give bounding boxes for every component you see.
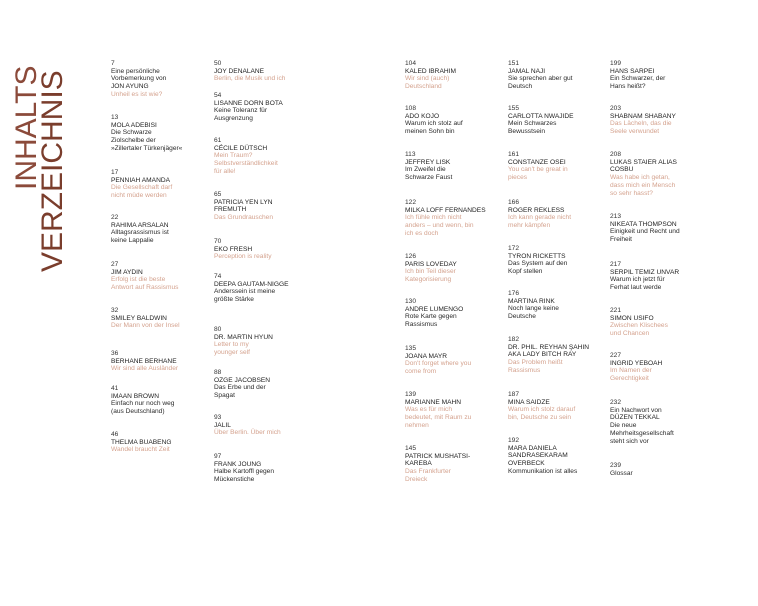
entry-text: Freiheit — [610, 236, 632, 244]
chapter-title: Wandel braucht Zeit — [111, 446, 170, 454]
page-number: 36 — [111, 350, 119, 357]
author-name: SIMON USIFO — [610, 314, 654, 322]
toc-entry — [405, 445, 501, 484]
toc-entry — [214, 238, 310, 261]
author-name: ANDRE LUMENGO — [405, 305, 464, 313]
page-number: 32 — [111, 307, 119, 314]
author-name: LUKAS STAIER ALIAS — [610, 158, 677, 166]
entry-text: (aus Deutschland) — [111, 408, 165, 416]
page-number: 155 — [508, 105, 520, 112]
page-number: 65 — [214, 191, 222, 198]
toc-entry — [610, 352, 706, 383]
page-number: 239 — [610, 462, 622, 469]
page-number: 88 — [214, 369, 222, 376]
entry-text: Schwarze Faust — [405, 174, 453, 182]
chapter-title: Die Gesellschaft darf — [111, 184, 173, 192]
entry-text: steht sich vor — [610, 437, 649, 445]
toc-entry — [508, 290, 604, 321]
chapter-title: Erfolg ist die beste — [111, 276, 166, 284]
entry-text: »Zillertaler Türkenjäger« — [111, 144, 183, 152]
toc-entry — [610, 399, 706, 445]
chapter-title: so sehr hasst? — [610, 189, 653, 197]
page-number: 13 — [111, 114, 119, 121]
chapter-title: Ich fühle mich nicht — [405, 214, 462, 222]
entry-text: Einigkeit und Recht und — [610, 228, 680, 236]
entry-text: Bewusstsein — [508, 128, 546, 136]
page-number: 166 — [508, 199, 520, 206]
chapter-title: pieces — [508, 174, 528, 182]
author-name: SERPIL TEMIZ UNVAR — [610, 268, 680, 276]
author-name: EKO FRESH — [214, 245, 253, 253]
entry-text: Das System auf den — [508, 260, 568, 268]
author-name: MARA DANIELA — [508, 444, 557, 452]
chapter-title: Das Grundrauschen — [214, 214, 274, 222]
page-number: 151 — [508, 60, 520, 67]
chapter-title: younger self — [214, 349, 250, 357]
author-name: KALED IBRAHIM — [405, 67, 456, 75]
author-name: DÜZEN TEKKAL — [610, 414, 660, 422]
page-number: 46 — [111, 431, 119, 438]
toc-entry — [214, 369, 310, 400]
toc-entry — [508, 437, 604, 476]
page-number: 161 — [508, 151, 520, 158]
author-name: BERHANE BERHANE — [111, 357, 177, 365]
page-number: 61 — [214, 137, 222, 144]
toc-entry — [610, 307, 706, 338]
toc-entry — [405, 298, 501, 329]
chapter-title: für alle! — [214, 167, 236, 175]
toc-entry — [610, 151, 706, 197]
author-name: JON AYUNG — [111, 83, 149, 91]
author-name: NIKEATA THOMPSON — [610, 220, 677, 228]
entry-text: Kommunikation ist alles — [508, 467, 578, 475]
author-name: FRANK JOUNG — [214, 460, 262, 468]
entry-text: Noch lange keine — [508, 305, 559, 313]
author-name: THELMA BUABENG — [111, 438, 172, 446]
toc-entry — [508, 151, 604, 182]
page-number: 74 — [214, 273, 222, 280]
entry-text: Glossar — [610, 469, 633, 477]
toc-entry — [405, 105, 501, 136]
chapter-title: Der Mann von der Insel — [111, 322, 180, 330]
chapter-title: Perception is reality — [214, 253, 272, 261]
entry-text: Ein Schwarzer, der — [610, 75, 666, 83]
toc-entry — [405, 199, 501, 238]
chapter-title: Was habe ich getan, — [610, 174, 670, 182]
author-name: OZGE JACOBSEN — [214, 376, 271, 384]
chapter-title: Was es für mich — [405, 406, 453, 414]
author-name: JIM AYDIN — [111, 268, 143, 276]
chapter-title: und Chancen — [610, 330, 650, 338]
author-name: JOY DENALANE — [214, 67, 265, 75]
toc-entry — [214, 137, 310, 176]
page-number: 208 — [610, 151, 622, 158]
page-number: 108 — [405, 105, 417, 112]
toc-entry — [111, 350, 207, 373]
chapter-title: Wir sind alle Ausländer — [111, 365, 179, 373]
author-name: ADO KOJO — [405, 112, 440, 120]
author-name: SMILEY BALDWIN — [111, 314, 167, 322]
entry-text: Sie sprechen aber gut — [508, 75, 573, 83]
author-name: IMAAN BROWN — [111, 392, 159, 400]
entry-text: Im Zweifel die — [405, 166, 446, 174]
toc-entry — [111, 385, 207, 416]
toc-entry — [111, 431, 207, 454]
page-number: 139 — [405, 391, 417, 398]
page-number: 213 — [610, 213, 622, 220]
toc-entry — [214, 326, 310, 357]
author-name: MARTINA RINK — [508, 297, 555, 305]
chapter-title: Kategorisierung — [405, 276, 452, 284]
page-number: 41 — [111, 385, 119, 392]
page-number: 17 — [111, 169, 119, 176]
heading-inhalts: INHALTS — [10, 65, 43, 190]
chapter-title: Antwort auf Rassismus — [111, 284, 179, 292]
page-number: 232 — [610, 399, 622, 406]
author-name: PATRICK MUSHATSI- — [405, 452, 471, 460]
author-name: HANS SARPEI — [610, 67, 655, 75]
author-name: DEEPA GAUTAM-NIGGE — [214, 280, 289, 288]
author-name: ROGER REKLESS — [508, 206, 565, 214]
entry-text: Hans heißt? — [610, 83, 646, 91]
entry-text: Ziolschelbe der — [111, 137, 156, 145]
toc-entry — [610, 213, 706, 244]
toc-entry — [405, 151, 501, 182]
entry-text: Rassismus — [405, 321, 438, 329]
entry-text: Die Schwarze — [111, 129, 152, 137]
toc-entry — [610, 261, 706, 292]
author-name: CARLOTTA NWAJIDE — [508, 112, 574, 120]
toc-entry — [214, 414, 310, 437]
entry-text: meinen Sohn bin — [405, 128, 455, 136]
entry-text: Kopf stellen — [508, 268, 543, 276]
chapter-title: Unheil es ist wie? — [111, 90, 163, 98]
page-number: 203 — [610, 105, 622, 112]
entry-text: Spagat — [214, 392, 235, 400]
chapter-title: Mein Traum? — [214, 152, 253, 160]
chapter-title: Berlin, die Musik und ich — [214, 75, 286, 83]
page-number: 182 — [508, 336, 520, 343]
entry-text: Ferhat laut werde — [610, 284, 662, 292]
entry-text: Ein Nachwort von — [610, 406, 662, 414]
toc-entry — [214, 191, 310, 222]
page-number: 97 — [214, 453, 222, 460]
chapter-title: Seele verwundet — [610, 128, 660, 136]
page-number: 187 — [508, 391, 520, 398]
chapter-title: come from — [405, 368, 437, 376]
author-name: JOANA MAYR — [405, 352, 448, 360]
entry-text: Mückenstiche — [214, 476, 255, 484]
toc-entry — [610, 105, 706, 136]
author-name: PARIS LOVEDAY — [405, 260, 457, 268]
chapter-title: Selbstverständlichkeit — [214, 160, 278, 168]
page-number: 122 — [405, 199, 417, 206]
page-number: 54 — [214, 92, 222, 99]
toc-entry — [610, 60, 706, 91]
page-number: 192 — [508, 437, 520, 444]
entry-text: Rote Karte gegen — [405, 313, 457, 321]
page-number: 27 — [111, 261, 119, 268]
chapter-title: You can't be great in — [508, 166, 568, 174]
author-name: PENNIAH AMANDA — [111, 176, 170, 184]
entry-text: Deutsche — [508, 313, 536, 321]
entry-text: Vorbemerkung von — [111, 75, 167, 83]
entry-text: Einfach nur noch weg — [111, 400, 175, 408]
chapter-title: Ich bin Teil dieser — [405, 268, 456, 276]
toc-entry — [214, 453, 310, 484]
toc-entry — [508, 105, 604, 136]
toc-entry — [111, 114, 207, 153]
page-number: 7 — [111, 60, 115, 67]
entry-text: Mehrheitsgesellschaft — [610, 429, 674, 437]
toc-entry — [405, 253, 501, 284]
chapter-title: dass mich ein Mensch — [610, 181, 676, 189]
author-name: SANDRASEKARAM — [508, 452, 568, 460]
page-number: 104 — [405, 60, 417, 67]
entry-text: Ausgrenzung — [214, 115, 253, 123]
author-name: LISANNE DORN BOTA — [214, 99, 283, 107]
author-name: JALIL — [214, 421, 231, 429]
chapter-title: ich es doch — [405, 229, 439, 237]
toc-heading — [10, 60, 69, 274]
entry-text: Anderssein ist meine — [214, 288, 276, 296]
page-number: 135 — [405, 345, 417, 352]
toc-entry — [405, 345, 501, 376]
entry-text: Alltagsrassismus ist — [111, 229, 169, 237]
toc-entry — [111, 261, 207, 292]
chapter-title: Rassismus — [508, 366, 541, 374]
author-name: CONSTANZE OSEI — [508, 158, 566, 166]
chapter-title: nehmen — [405, 421, 429, 429]
page-number: 70 — [214, 238, 222, 245]
page-number: 199 — [610, 60, 622, 67]
author-name: MINA SAIDZE — [508, 398, 550, 406]
chapter-title: Ich kann gerade nicht — [508, 214, 572, 222]
page-number: 130 — [405, 298, 417, 305]
chapter-title: Don't forget where you — [405, 360, 472, 368]
author-name: RAHIMA ARSALAN — [111, 221, 169, 229]
chapter-title: Wir sind (auch) — [405, 75, 450, 83]
entry-text: Warum ich jetzt für — [610, 276, 665, 284]
toc-entry — [214, 60, 310, 83]
chapter-title: Das Lächeln, das die — [610, 120, 672, 128]
page-number: 172 — [508, 245, 520, 252]
entry-text: Mein Schwarzes — [508, 120, 557, 128]
author-name: JEFFREY LISK — [405, 158, 451, 166]
page-number: 113 — [405, 151, 416, 158]
toc-entry — [111, 307, 207, 330]
toc-entry — [111, 169, 207, 200]
author-name: MARIANNE MAHN — [405, 398, 462, 406]
chapter-title: Deutschland — [405, 83, 442, 91]
chapter-title: bedeutet, mit Raum zu — [405, 414, 472, 422]
chapter-title: Das Problem heißt — [508, 359, 563, 367]
author-name: KAREBA — [405, 460, 432, 468]
toc-entry — [508, 199, 604, 230]
author-name: PATRICIA YEN LYN — [214, 198, 273, 206]
entry-text: Deutsch — [508, 83, 533, 91]
author-name: TYRON RICKETTS — [508, 252, 566, 260]
author-name: OVERBECK — [508, 460, 545, 468]
toc-entry — [111, 214, 207, 245]
author-name: MILKA LOFF FERNANDES — [405, 206, 486, 214]
chapter-title: nicht müde werden — [111, 192, 167, 200]
author-name: DR. MARTIN HYUN — [214, 333, 273, 341]
author-name: CÉCILE DÜTSCH — [214, 144, 268, 152]
page-number: 176 — [508, 290, 520, 297]
entry-text: Die neue — [610, 422, 637, 430]
chapter-title: Dreieck — [405, 475, 428, 483]
toc-entry — [508, 336, 604, 375]
chapter-title: Gerechtigkeit — [610, 375, 649, 383]
chapter-title: Über Berlin. Über mich — [214, 429, 281, 437]
author-name: AKA LADY BITCH RAY — [508, 351, 577, 359]
entry-text: Warum ich stolz auf — [405, 120, 463, 128]
page-number: 145 — [405, 445, 417, 452]
toc-entry — [508, 60, 604, 91]
chapter-title: Im Namen der — [610, 367, 652, 375]
chapter-title: Das Frankfurter — [405, 468, 451, 476]
author-name: FREMUTH — [214, 206, 247, 214]
toc-entry — [405, 391, 501, 430]
page-number: 22 — [111, 214, 119, 221]
entry-text: Das Erbe und der — [214, 384, 266, 392]
entry-text: Halbe Kartoffl gegen — [214, 468, 274, 476]
toc-entry — [111, 60, 207, 99]
toc-entry — [214, 92, 310, 123]
toc-entry — [508, 391, 604, 422]
author-name: MOLA ADEBISI — [111, 121, 157, 129]
chapter-title: Warum ich stolz darauf — [508, 406, 576, 414]
toc-entry — [610, 462, 706, 477]
page-number: 227 — [610, 352, 622, 359]
toc-entry — [508, 245, 604, 276]
entry-text: größte Stärke — [214, 296, 254, 304]
author-name: COSBU — [610, 166, 634, 174]
page-number: 80 — [214, 326, 222, 333]
page-number: 217 — [610, 261, 622, 268]
page-number: 126 — [405, 253, 417, 260]
entry-text: Keine Toleranz für — [214, 107, 268, 115]
chapter-title: anders – und wenn, bin — [405, 222, 474, 230]
author-name: JAMAL NAJI — [508, 67, 546, 75]
page-number: 93 — [214, 414, 222, 421]
entry-text: keine Lappalie — [111, 237, 154, 245]
chapter-title: mehr kämpfen — [508, 222, 551, 230]
page-number: 50 — [214, 60, 222, 67]
heading-verzeichnis: VERZEICHNIS — [36, 70, 69, 272]
author-name: DR. PHIL. REYHAN ŞAHIN — [508, 343, 589, 351]
chapter-title: Zwischen Klischees — [610, 322, 668, 330]
page-number: 221 — [610, 307, 622, 314]
chapter-title: Letter to my — [214, 341, 249, 349]
author-name: SHABNAM SHABANY — [610, 112, 676, 120]
entry-text: Eine persönliche — [111, 67, 160, 75]
chapter-title: bin, Deutsche zu sein — [508, 414, 572, 422]
author-name: INGRID YEBOAH — [610, 359, 663, 367]
toc-entry — [214, 273, 310, 304]
toc-entry — [405, 60, 501, 91]
